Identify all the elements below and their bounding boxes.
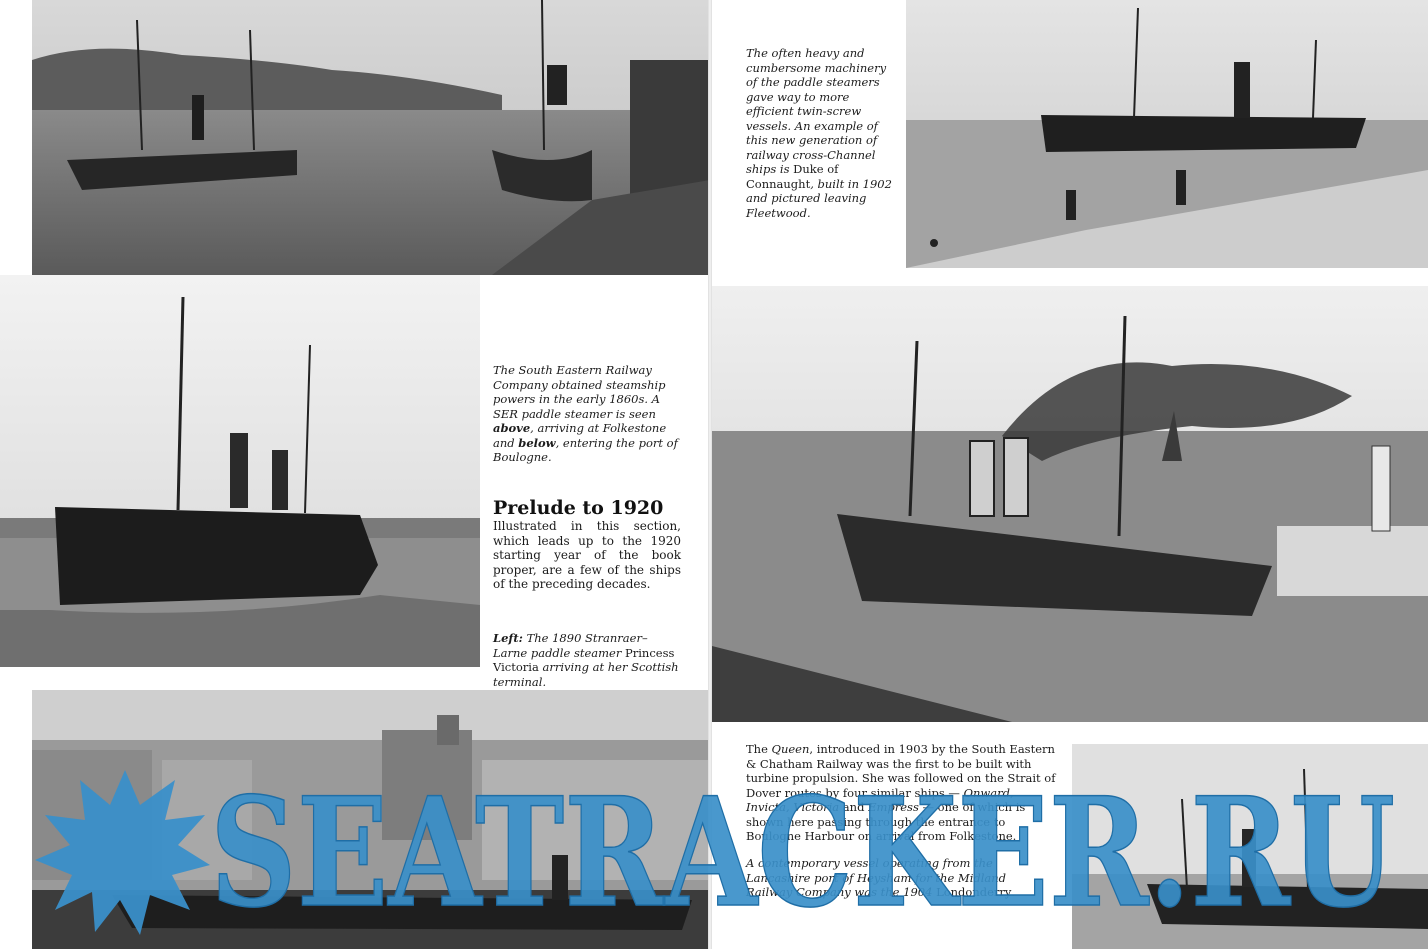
caption-londonderry-text-1: A contemporary vessel operating from the Lancashire port of Heysham for the Midland Railway Company was the 1904 [746,856,1007,899]
caption-left-text-2: arriving at her Scottish terminal. [493,660,679,689]
caption-left-ship: Princess Victoria [493,645,675,674]
caption-queen-text-2: , introduced in 1903 by the South Eastern & Chatham Railway was the first to be built with turbine propulsion. She was followed on the Strait of Dover routes by four similar ships — [746,742,1056,800]
photo-princess-victoria [0,275,480,667]
caption-duke-text-1: The often heavy and cumbersome machinery of the paddle steamers gave way to more efficient twin-screw vessels. An example of this new generation of railway cross-Channel ships is [746,46,887,176]
caption-ser-below: below [518,435,556,450]
caption-queen [746,742,1056,844]
watermark-text: SEATRACKER.RU [210,765,1395,940]
caption-londonderry [746,856,1056,900]
caption-left-lead: Left: [493,631,523,645]
caption-duke-of-connaught [746,46,896,220]
caption-ser-text-1: The South Eastern Railway Company obtained steamship powers in the early 1860s. A SER paddle steamer is seen [493,363,666,421]
photo-boulogne-waterfront [32,690,710,949]
caption-londonderry-text-2: . [1011,885,1016,899]
caption-ser-paddle-steamer [493,363,681,465]
caption-princess-victoria [493,631,681,689]
caption-queen-ship2: Empress [868,800,919,814]
photo-folkestone-harbour [32,0,710,275]
caption-queen-text-4: — one of which is shown here passing through the entrance to Boulogne Harbour on arrival from Folkestone. [746,800,1026,843]
caption-queen-text-3: and [839,800,869,814]
photo-duke-of-connaught [906,0,1428,268]
caption-ser-above: above [493,421,531,435]
caption-queen-ships: Onward, Invicta, Victoria [746,785,1014,814]
photo-queen-boulogne [712,286,1428,722]
section-intro: Illustrated in this section, which leads up to the 1920 starting year of the book proper, are a few of the ships of the preceding decades. [493,519,681,591]
caption-left-text-1: The 1890 Stranraer–Larne paddle steamer [493,631,648,660]
photo-londonderry [1072,744,1428,949]
caption-duke-text-2: , built in 1902 and pictured leaving Fleetwood. [746,176,892,220]
caption-queen-text-1: The [746,742,772,756]
caption-ser-text-3: , entering the port of Boulogne. [493,435,678,464]
caption-queen-ship: Queen [771,742,810,756]
caption-ser-text-2: , arriving at Folkestone and [493,421,667,450]
caption-londonderry-ship: Londonderry [936,885,1012,899]
section-title: Prelude to 1920 [493,497,664,519]
caption-duke-ship: Duke of Connaught [746,162,839,191]
